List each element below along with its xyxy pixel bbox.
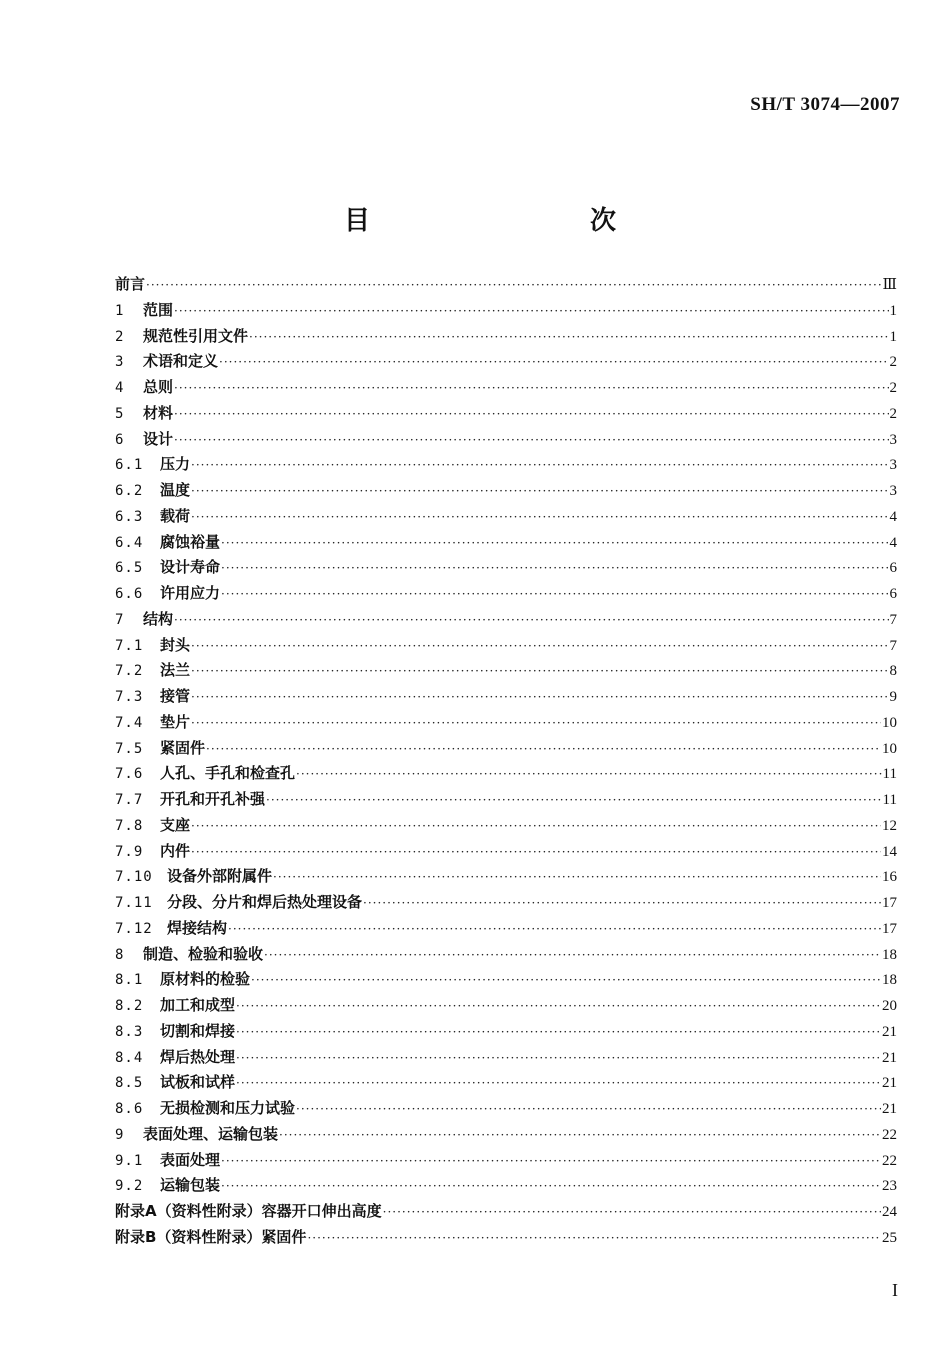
toc-entry[interactable] (115, 272, 897, 298)
toc-entry-page: 1 (889, 328, 897, 345)
toc-entry-title: 术语和定义 (143, 352, 219, 371)
toc-dot-leader (273, 865, 881, 891)
toc-entry-title: 分段、分片和焊后热处理设备 (167, 893, 363, 911)
toc-entry-title: 切割和焊接 (160, 1021, 236, 1040)
toc-entry-page: 1 (889, 302, 897, 319)
toc-dot-leader (266, 788, 882, 814)
toc-entry-number: 1 (115, 302, 125, 319)
toc-dot-leader (191, 505, 888, 531)
toc-dot-leader (249, 325, 888, 351)
toc-entry-title: 附录A（资料性附录）容器开口伸出高度 (115, 1202, 382, 1220)
toc-entry[interactable] (115, 813, 897, 839)
toc-dot-leader (191, 814, 881, 840)
toc-entry-page: 18 (882, 972, 897, 989)
toc-entry-title: 设计寿命 (160, 558, 221, 577)
toc-dot-leader (191, 659, 888, 685)
toc-entry[interactable] (115, 478, 897, 504)
toc-entry-title: 总则 (143, 378, 174, 396)
toc-entry-title: 腐蚀裕量 (160, 532, 221, 551)
toc-entry-page: 22 (882, 1126, 897, 1143)
toc-entry-title: 垫片 (160, 712, 191, 731)
toc-entry-title: 表面处理 (160, 1150, 221, 1169)
toc-dot-leader (363, 891, 881, 917)
toc-entry-page: 4 (889, 508, 897, 525)
toc-entry-title: 表面处理、运输包装 (143, 1124, 279, 1143)
toc-entry[interactable] (115, 684, 897, 710)
toc-entry[interactable] (115, 427, 897, 453)
toc-entry-title: 开孔和开孔补强 (160, 790, 266, 808)
toc-entry[interactable] (115, 890, 897, 916)
toc-dot-leader (236, 1046, 881, 1072)
toc-entry-number: 7 (115, 611, 125, 628)
toc-entry-number: 7.11 (115, 895, 153, 911)
toc-entry-number: 7.10 (115, 869, 153, 886)
toc-dot-leader (221, 1149, 881, 1175)
toc-entry-page: 16 (882, 869, 897, 886)
toc-dot-leader (296, 1097, 881, 1123)
toc-entry-page: 11 (882, 792, 897, 808)
toc-entry-number: 9.1 (115, 1152, 144, 1169)
toc-dot-leader (191, 453, 888, 479)
toc-entry-title: 焊后热处理 (160, 1047, 236, 1066)
toc-dot-leader (206, 737, 881, 763)
toc-dot-leader (146, 273, 882, 299)
toc-entry-title: 支座 (160, 815, 191, 834)
toc-entry[interactable] (115, 787, 897, 813)
toc-entry-title: 无损检测和压力试验 (160, 1099, 296, 1117)
toc-entry-title: 原材料的检验 (160, 970, 251, 989)
toc-entry-title: 设备外部附属件 (167, 867, 273, 886)
toc-entry[interactable] (115, 658, 897, 684)
toc-entry-number: 6.1 (115, 457, 144, 474)
toc-entry-page: 6 (889, 560, 897, 577)
toc-dot-leader (236, 994, 881, 1020)
toc-entry-title: 结构 (143, 609, 174, 628)
toc-entry-title: 压力 (160, 455, 191, 474)
toc-entry-title: 人孔、手孔和检查孔 (160, 764, 296, 783)
toc-entry-title: 封头 (160, 635, 191, 654)
toc-entry-page: 7 (889, 611, 897, 628)
toc-dot-leader (174, 608, 888, 634)
toc-entry-number: 6.5 (115, 560, 144, 577)
toc-entry-number: 3 (115, 354, 125, 371)
toc-entry-title: 紧固件 (160, 738, 206, 757)
toc-entry-number: 7.4 (115, 714, 144, 731)
toc-entry[interactable] (115, 375, 897, 401)
toc-entry-page: 3 (889, 431, 897, 448)
toc-entry[interactable] (115, 555, 897, 581)
toc-entry-number: 7.3 (115, 689, 144, 705)
toc-entry-number: 9.2 (115, 1178, 144, 1195)
toc-entry[interactable] (115, 1225, 897, 1251)
toc-entry[interactable] (115, 736, 897, 762)
toc-entry-number: 7.9 (115, 843, 144, 860)
toc-entry-page: 4 (889, 534, 897, 551)
toc-entry-page: 14 (882, 843, 897, 860)
page-number: I (892, 1280, 898, 1300)
toc-entry-page: 2 (889, 354, 897, 371)
toc-entry-number: 6.6 (115, 586, 144, 602)
toc-entry-title: 制造、检验和验收 (143, 944, 264, 963)
toc-entry-title: 温度 (160, 481, 191, 499)
toc-entry-number: 7.7 (115, 792, 144, 808)
toc-entry[interactable] (115, 1045, 897, 1071)
toc-entry-page: 18 (882, 946, 897, 963)
toc-entry-page: Ⅲ (882, 277, 897, 293)
toc-entry[interactable] (115, 452, 897, 478)
toc-entry-number: 7.8 (115, 817, 144, 834)
toc-entry-title: 加工和成型 (160, 996, 236, 1014)
toc-entry-number: 6.4 (115, 534, 144, 551)
toc-entry[interactable] (115, 530, 897, 556)
toc-entry-number: 6.2 (115, 483, 144, 499)
toc-entry-title: 材料 (143, 403, 174, 422)
toc-entry-page: 12 (882, 817, 897, 834)
toc-dot-leader (191, 634, 888, 660)
toc-entry-page: 21 (882, 1075, 897, 1092)
toc-dot-leader (221, 1174, 881, 1200)
toc-entry-page: 2 (889, 405, 897, 422)
toc-entry-title: 内件 (160, 841, 191, 860)
toc-entry[interactable] (115, 993, 897, 1019)
toc-dot-leader (221, 556, 888, 582)
toc-entry-page: 11 (882, 766, 897, 783)
toc-entry[interactable] (115, 761, 897, 787)
toc-entry-number: 8.4 (115, 1049, 144, 1066)
toc-dot-leader (191, 711, 881, 737)
toc-entry-page: 21 (882, 1023, 897, 1040)
toc-dot-leader (221, 531, 888, 557)
toc-entry-number: 7.1 (115, 637, 144, 654)
toc-entry-number: 8.2 (115, 998, 144, 1014)
toc-entry-page: 3 (889, 483, 897, 499)
toc-entry[interactable] (115, 942, 897, 968)
toc-dot-leader (383, 1200, 881, 1226)
toc-entry[interactable] (115, 1070, 897, 1096)
toc-dot-leader (191, 479, 888, 505)
toc-entry[interactable] (115, 1122, 897, 1148)
toc-entry-number: 6 (115, 431, 125, 448)
toc-entry-page: 7 (889, 637, 897, 654)
toc-entry-page: 21 (882, 1049, 897, 1066)
toc-dot-leader (221, 582, 888, 608)
toc-dot-leader (191, 685, 888, 711)
toc-dot-leader (174, 428, 888, 454)
toc-dot-leader (174, 376, 888, 402)
toc-entry[interactable] (115, 324, 897, 350)
toc-dot-leader (264, 943, 881, 969)
toc-entry-page: 24 (882, 1204, 897, 1220)
toc-entry-title: 范围 (143, 300, 174, 319)
toc-dot-leader (236, 1020, 881, 1046)
toc-entry[interactable] (115, 916, 897, 942)
toc-entry-page: 9 (889, 689, 897, 705)
toc-entry-number: 5 (115, 405, 125, 422)
toc-entry-page: 20 (882, 998, 897, 1014)
toc-entry-number: 7.6 (115, 766, 144, 783)
toc-entry-number: 8.5 (115, 1075, 144, 1092)
toc-entry[interactable] (115, 967, 897, 993)
toc-entry-number: 6.3 (115, 508, 144, 525)
toc-entry-title: 载荷 (160, 506, 191, 525)
toc-entry-title: 附录B（资料性附录）紧固件 (115, 1227, 307, 1246)
toc-dot-leader (191, 840, 881, 866)
toc-dot-leader (174, 402, 888, 428)
toc-entry[interactable] (115, 864, 897, 890)
toc-entry-page: 21 (882, 1101, 897, 1117)
toc-entry-number: 8.6 (115, 1101, 144, 1117)
toc-entry-number: 7.12 (115, 920, 153, 937)
toc-dot-leader (296, 762, 882, 788)
toc-entry-number: 8.3 (115, 1023, 144, 1040)
toc-entry-number: 7.5 (115, 740, 144, 757)
toc-entry[interactable] (115, 349, 897, 375)
toc-entry-page: 25 (882, 1229, 897, 1246)
toc-dot-leader (307, 1226, 881, 1252)
toc-entry-title: 设计 (143, 429, 174, 448)
toc-entry-title: 前言 (115, 275, 146, 293)
toc-entry-number: 4 (115, 380, 125, 396)
toc-dot-leader (174, 299, 888, 325)
toc-entry[interactable] (115, 1173, 897, 1199)
toc-entry[interactable] (115, 504, 897, 530)
toc-entry-number: 8 (115, 946, 125, 963)
toc-dot-leader (279, 1123, 881, 1149)
toc-entry-page: 23 (882, 1178, 897, 1195)
toc-entry-title: 接管 (160, 687, 191, 705)
toc-entry[interactable] (115, 839, 897, 865)
toc-entry[interactable] (115, 1096, 897, 1122)
toc-entry-page: 10 (882, 740, 897, 757)
toc-dot-leader (251, 968, 881, 994)
table-of-contents (115, 272, 897, 1251)
toc-entry[interactable] (115, 1148, 897, 1174)
toc-entry-number: 2 (115, 328, 125, 345)
toc-dot-leader (219, 350, 888, 376)
page-title: 目 次 (343, 206, 672, 236)
toc-entry[interactable] (115, 633, 897, 659)
toc-entry-page: 8 (889, 663, 897, 680)
toc-entry[interactable] (115, 710, 897, 736)
toc-entry-number: 8.1 (115, 972, 144, 989)
toc-dot-leader (228, 917, 881, 943)
toc-entry[interactable] (115, 401, 897, 427)
toc-entry-page: 6 (889, 586, 897, 602)
toc-entry[interactable] (115, 607, 897, 633)
toc-entry[interactable] (115, 1019, 897, 1045)
toc-entry-page: 22 (882, 1152, 897, 1169)
toc-entry-title: 许用应力 (160, 584, 221, 602)
toc-entry-title: 法兰 (160, 661, 191, 680)
toc-entry-page: 10 (882, 714, 897, 731)
toc-entry[interactable] (115, 298, 897, 324)
toc-entry-number: 9 (115, 1126, 125, 1143)
toc-entry-title: 运输包装 (160, 1176, 221, 1195)
toc-entry-title: 焊接结构 (167, 918, 228, 937)
toc-entry-title: 试板和试样 (160, 1073, 236, 1092)
toc-entry[interactable] (115, 581, 897, 607)
toc-dot-leader (236, 1071, 881, 1097)
toc-entry-page: 3 (889, 457, 897, 474)
toc-entry-number: 7.2 (115, 663, 144, 680)
toc-entry-page: 2 (889, 380, 897, 396)
toc-entry-title: 规范性引用文件 (143, 326, 249, 345)
toc-entry-page: 17 (882, 895, 897, 911)
toc-entry-page: 17 (882, 920, 897, 937)
standard-code: SH/T 3074—2007 (750, 94, 900, 115)
toc-entry[interactable] (115, 1199, 897, 1225)
